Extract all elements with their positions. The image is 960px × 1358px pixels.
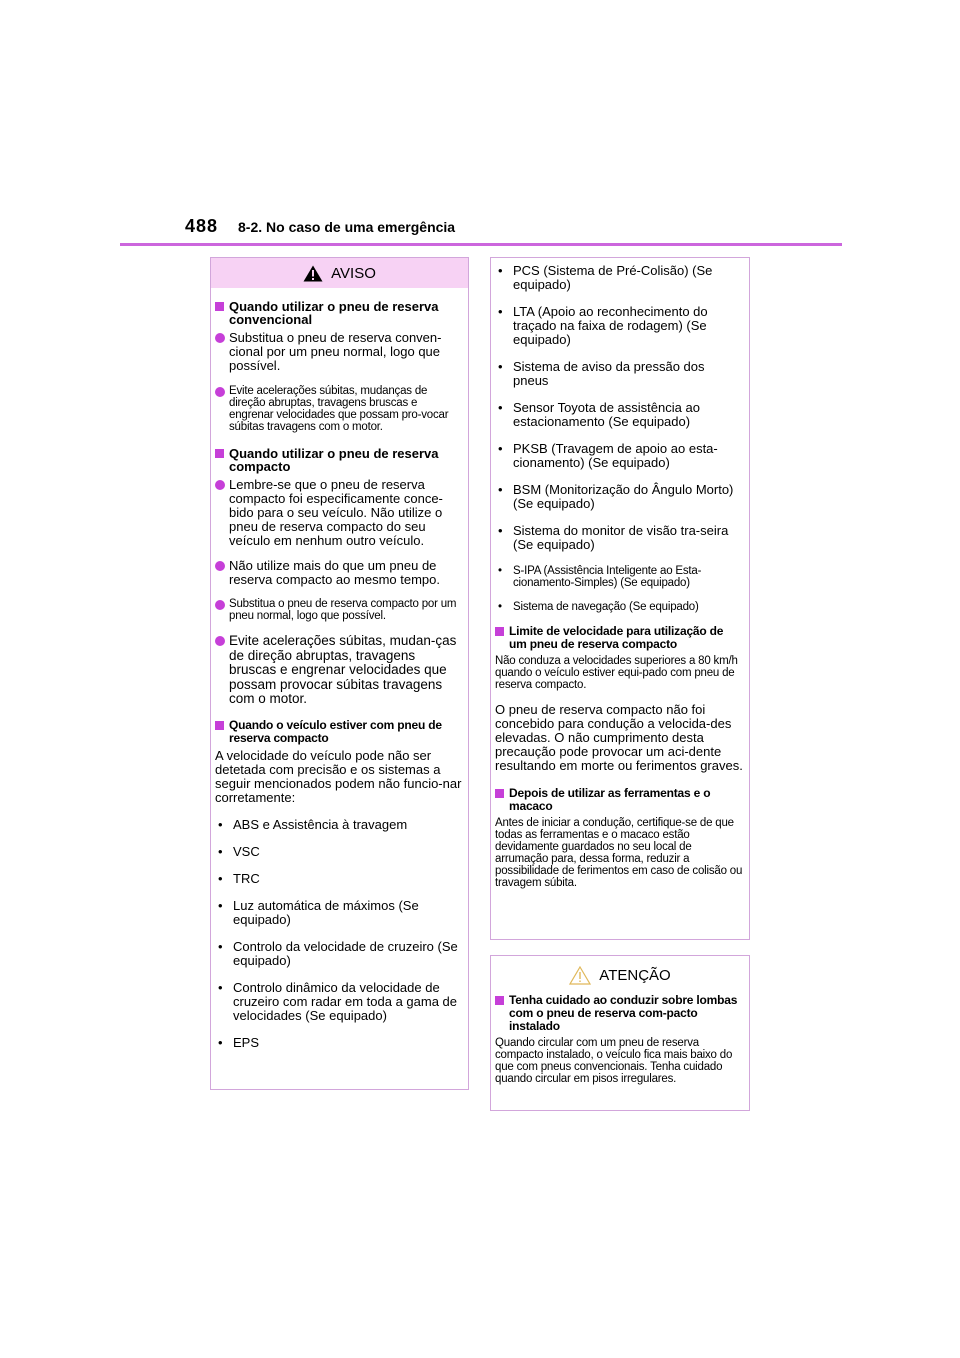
aviso-box (210, 257, 469, 1090)
list-item: • Controlo da velocidade de cruzeiro (Se equipado) (218, 938, 458, 968)
square-bullet-icon (495, 789, 504, 798)
list-item: • Sistema de navegação (Se equipado) (498, 601, 699, 613)
list-item: Substitua o pneu de reserva compacto por um pneu normal, logo que possível. (215, 598, 462, 622)
dot-bullet-icon (215, 636, 225, 646)
square-bullet-icon (215, 302, 224, 311)
section-heading: Tenha cuidado ao conduzir sobre lombas com o pneu de reserva com-pacto instalado (495, 994, 743, 1033)
list-item: Evite acelerações súbitas, mudanças de direção abruptas, travagens bruscas e engrenar velocidades que possam pro-vocar súbitas travagens com o motor. (215, 385, 462, 433)
square-bullet-icon (495, 627, 504, 636)
section-heading: Quando utilizar o pneu de reserva compacto (215, 447, 462, 473)
list-item: • Sistema de aviso da pressão dos pneus (498, 359, 705, 388)
body-text: Antes de iniciar a condução, certifique-se de que todas as ferramentas e o macaco estão devidamente guardados no seu local de arrumação para, dessa forma, reduzir a possibilidade de ferimentos em caso de colisão ou travagem súbita. (495, 817, 743, 889)
dot-bullet-icon (215, 480, 225, 490)
list-item: Lembre-se que o pneu de reserva compacto foi especificamente conce-bido para o seu veículo. Não utilize o pneu de reserva compacto do seu veículo em nenhum outro veículo. (215, 478, 462, 548)
list-item: • BSM (Monitorização do Ângulo Morto) (Se equipado) (498, 482, 734, 511)
section-heading: Limite de velocidade para utilização de um pneu de reserva compacto (495, 625, 743, 651)
list-item: • Controlo dinâmico da velocidade de cruzeiro com radar em toda a gama de velocidades (Se equipado) (218, 979, 457, 1023)
square-bullet-icon (215, 721, 224, 730)
header-rule (120, 243, 842, 246)
atencao-title: ATENÇÃO (599, 966, 671, 984)
list-item: • VSC (218, 843, 260, 859)
list-item: • EPS (218, 1034, 260, 1050)
atencao-box (490, 955, 750, 1111)
dot-bullet-icon (215, 600, 225, 610)
list-item: • Sensor Toyota de assistência ao estacionamento (Se equipado) (498, 400, 700, 429)
body-text: A velocidade do veículo pode não ser detetada com precisão e os sistemas a seguir mencionados podem não funcio-nar corretamente: (215, 747, 462, 805)
body-text: Não conduza a velocidades superiores a 80 km/h quando o veículo estiver equi-pado com pneu de reserva compacto. (495, 655, 738, 691)
body-text: O pneu de reserva compacto não foi concebido para condução a velocida-des elevadas. O não cumprimento desta precaução pode provocar um aci-dente resultando em morte ou ferimentos graves. (495, 702, 743, 773)
section-heading: Quando o veículo estiver com pneu de reserva compacto (215, 719, 462, 745)
atencao-header (491, 960, 749, 990)
dot-bullet-icon (215, 387, 225, 397)
aviso-header (211, 258, 468, 288)
list-item: • PKSB (Travagem de apoio ao esta-cionamento) (Se equipado) (498, 441, 718, 470)
dot-bullet-icon (215, 333, 225, 343)
section-title: 8-2. No caso de uma emergência (238, 219, 456, 235)
list-item: • Sistema do monitor de visão tra-seira (Se equipado) (498, 523, 729, 552)
square-bullet-icon (495, 996, 504, 1005)
section-heading: Quando utilizar o pneu de reserva convencional (215, 300, 462, 326)
aviso-title: AVISO (331, 264, 376, 282)
list-item: • ABS e Assistência à travagem (218, 816, 408, 832)
list-item: • TRC (218, 870, 260, 886)
list-item: Não utilize mais do que um pneu de reserva compacto ao mesmo tempo. (215, 559, 462, 587)
square-bullet-icon (215, 449, 224, 458)
aviso-continuation-box (490, 257, 750, 940)
dot-bullet-icon (215, 561, 225, 571)
list-item: • S-IPA (Assistência Inteligente ao Esta-cionamento-Simples) (Se equipado) (498, 565, 702, 589)
page-number: 488 (185, 216, 219, 236)
body-text: Quando circular com um pneu de reserva compacto instalado, o veículo fica mais baixo do que com pneus convencionais. Tenha cuidado quando circular em pisos irregulares. (495, 1037, 733, 1085)
caution-icon (569, 966, 591, 985)
warning-icon (303, 265, 323, 282)
list-item: Substitua o pneu de reserva conven-cional por um pneu normal, logo que possível. (215, 331, 462, 373)
list-item: • LTA (Apoio ao reconhecimento do traçado na faixa de rodagem) (Se equipado) (498, 304, 708, 347)
list-item: • Luz automática de máximos (Se equipado) (218, 897, 419, 927)
section-heading: Depois de utilizar as ferramentas e o macaco (495, 787, 743, 813)
list-item: • PCS (Sistema de Pré-Colisão) (Se equipado) (498, 263, 713, 292)
list-item: Evite acelerações súbitas, mudan-ças de direção abruptas, travagens bruscas e engrenar velocidades que possam provocar súbitas travagens com o motor. (215, 634, 462, 707)
